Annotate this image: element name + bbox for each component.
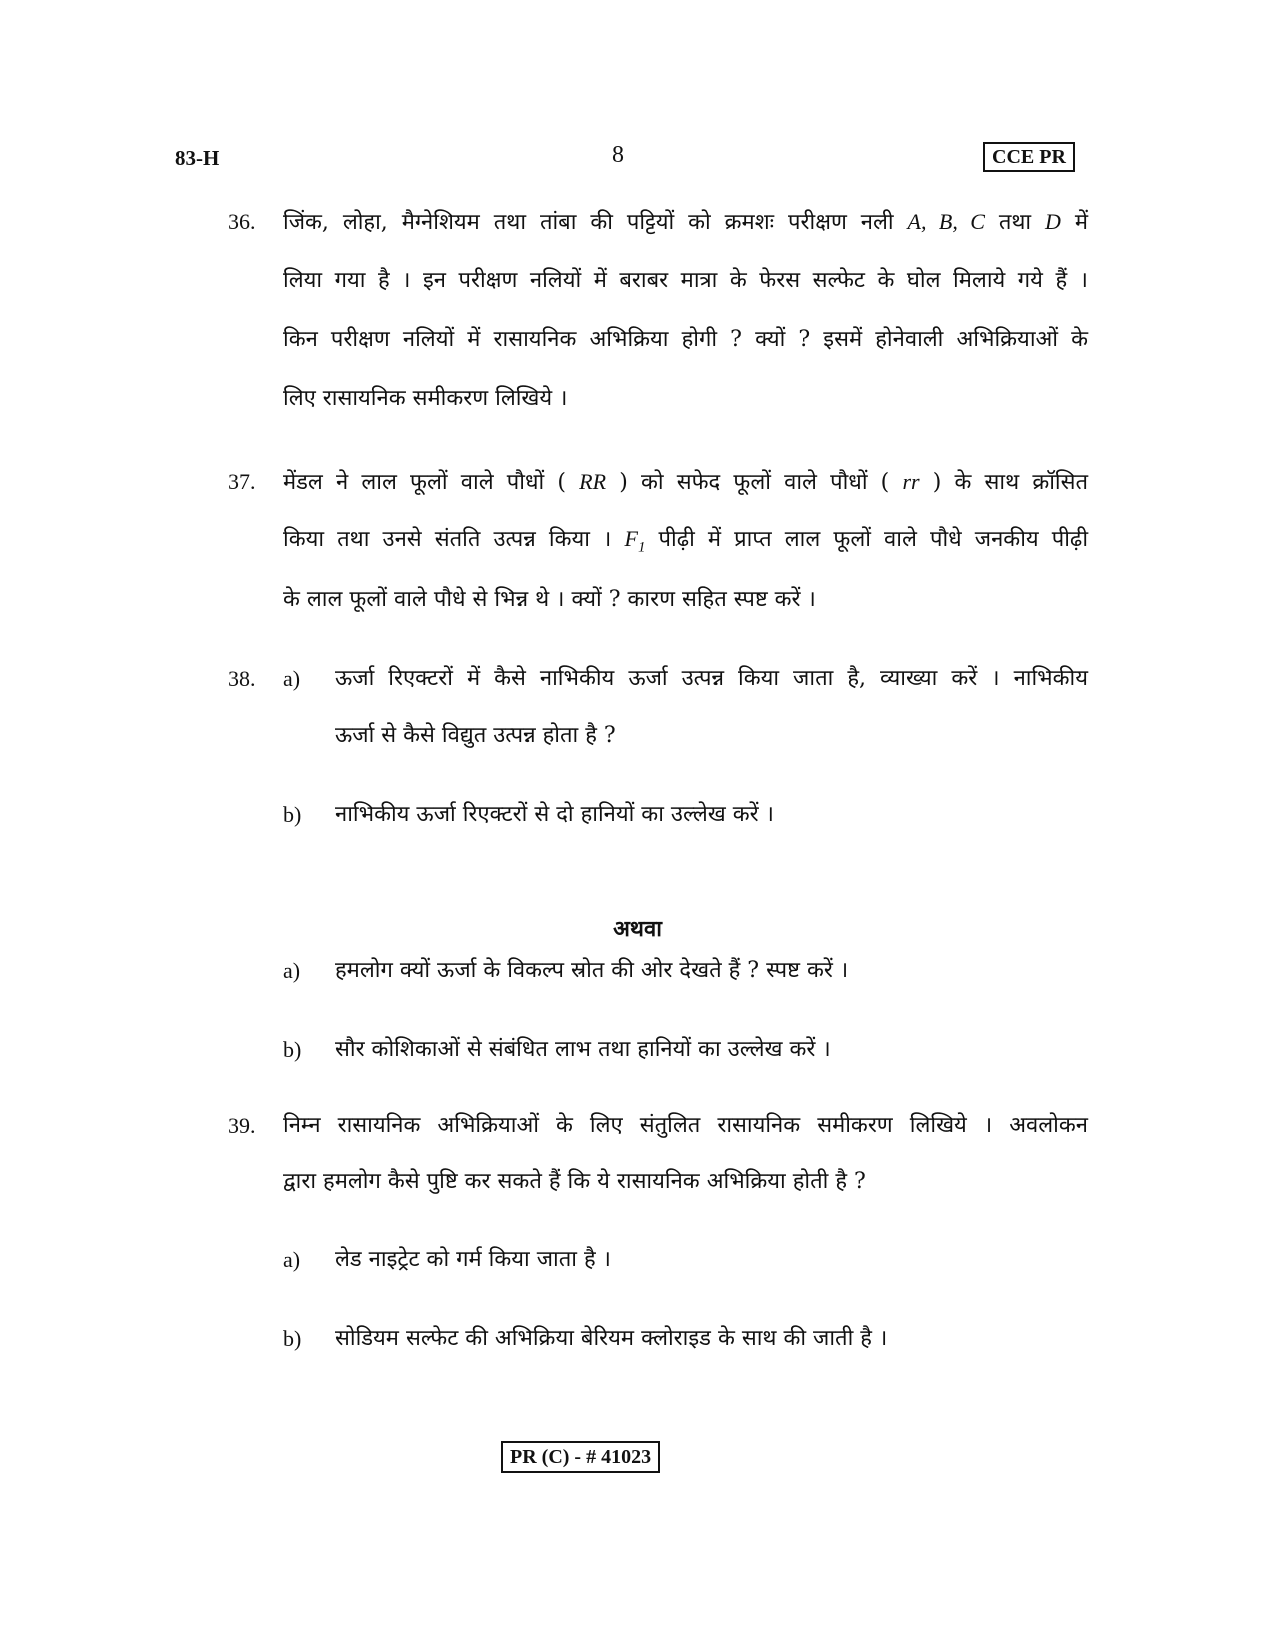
- q38-alt-b-line-1: सौर कोशिकाओं से संबंधित लाभ तथा हानियों का उल्लेख करें ।: [335, 1037, 831, 1062]
- q36-line-3: किन परीक्षण नलियों में रासायनिक अभिक्रिया होगी ? क्यों ? इसमें होनेवाली अभिक्रियाओं के: [283, 327, 1088, 352]
- paper-code: 83-H: [175, 146, 220, 170]
- q38-alt-a-label: a): [283, 958, 301, 983]
- q38-alt-a-line-1: हमलोग क्यों ऊर्जा के विकल्प स्रोत की ओर देखते हैं ? स्पष्ट करें ।: [335, 958, 849, 983]
- q38-b-label: b): [283, 802, 302, 827]
- q38-a-line-2: ऊर्जा से कैसे विद्युत उत्पन्न होता है ?: [335, 723, 616, 748]
- q37-line-1-text-b: ) को सफेद फूलों वाले पौधों (: [619, 470, 890, 495]
- series-box: CCE PR: [983, 142, 1075, 172]
- q38-a-line-1: ऊर्जा रिएक्टरों में कैसे नाभिकीय ऊर्जा उत्पन्न किया जाता है, व्याख्या करें । नाभिकीय: [335, 666, 1088, 691]
- q37-line-2: [283, 524, 1088, 562]
- q37-genotype-RR: RR: [579, 469, 607, 494]
- footer-code-box: PR (C) - # 41023: [501, 1441, 660, 1473]
- q36-line-1: [283, 207, 1088, 238]
- q37-line-1: [283, 467, 1088, 498]
- q37-f1-generation: [624, 526, 646, 556]
- q36-line-4: लिए रासायनिक समीकरण लिखिये ।: [283, 386, 568, 411]
- q36-line-1-text: जिंक, लोहा, मैग्नेशियम तथा तांबा की पट्टियों को क्रमशः परीक्षण नली: [283, 210, 894, 235]
- question-number-37: 37.: [228, 469, 256, 494]
- q36-variable-d: D: [1045, 209, 1061, 234]
- q39-b-label: b): [283, 1326, 302, 1351]
- q38-alt-b-label: b): [283, 1037, 302, 1062]
- q37-line-2-text: किया तथा उनसे संतति उत्पन्न किया ।: [283, 527, 612, 552]
- q38-a-label: a): [283, 666, 301, 691]
- q37-genotype-rr: rr: [902, 469, 920, 494]
- q38-b-line-1: नाभिकीय ऊर्जा रिएक्टरों से दो हानियों का उल्लेख करें ।: [335, 802, 775, 827]
- q39-line-2: द्वारा हमलोग कैसे पुष्टि कर सकते हैं कि ये रासायनिक अभिक्रिया होती है ?: [283, 1169, 866, 1194]
- q39-a-line-1: लेड नाइट्रेट को गर्म किया जाता है ।: [335, 1247, 611, 1272]
- q36-line-2: लिया गया है । इन परीक्षण नलियों में बराबर मात्रा के फेरस सल्फेट के घोल मिलाये गये हैं ।: [283, 268, 1088, 293]
- q37-line-3: के लाल फूलों वाले पौधे से भिन्न थे । क्यों ? कारण सहित स्पष्ट करें ।: [283, 587, 816, 612]
- q36-line-1-text-c: में: [1074, 210, 1088, 235]
- question-number-39: 39.: [228, 1113, 256, 1138]
- q39-a-label: a): [283, 1247, 301, 1272]
- or-separator: अथवा: [613, 916, 662, 942]
- q36-line-1-text-b: तथा: [998, 210, 1032, 235]
- q37-line-2-text-b: पीढ़ी में प्राप्त लाल फूलों वाले पौधे जनकीय पीढ़ी: [658, 527, 1089, 552]
- q37-f-symbol: F: [624, 526, 638, 551]
- q37-line-1-text: मेंडल ने लाल फूलों वाले पौधों (: [283, 470, 566, 495]
- q39-line-1: निम्न रासायनिक अभिक्रियाओं के लिए संतुलित रासायनिक समीकरण लिखिये । अवलोकन: [283, 1113, 1088, 1138]
- q37-line-1-text-c: ) के साथ क्रॉसित: [932, 470, 1089, 495]
- question-number-36: 36.: [228, 209, 256, 234]
- q39-b-line-1: सोडियम सल्फेट की अभिक्रिया बेरियम क्लोराइड के साथ की जाती है ।: [335, 1326, 888, 1351]
- q37-f-subscript: 1: [637, 539, 646, 556]
- q36-variables: A, B, C: [907, 209, 985, 234]
- question-number-38: 38.: [228, 666, 256, 691]
- page-number: 8: [612, 142, 624, 168]
